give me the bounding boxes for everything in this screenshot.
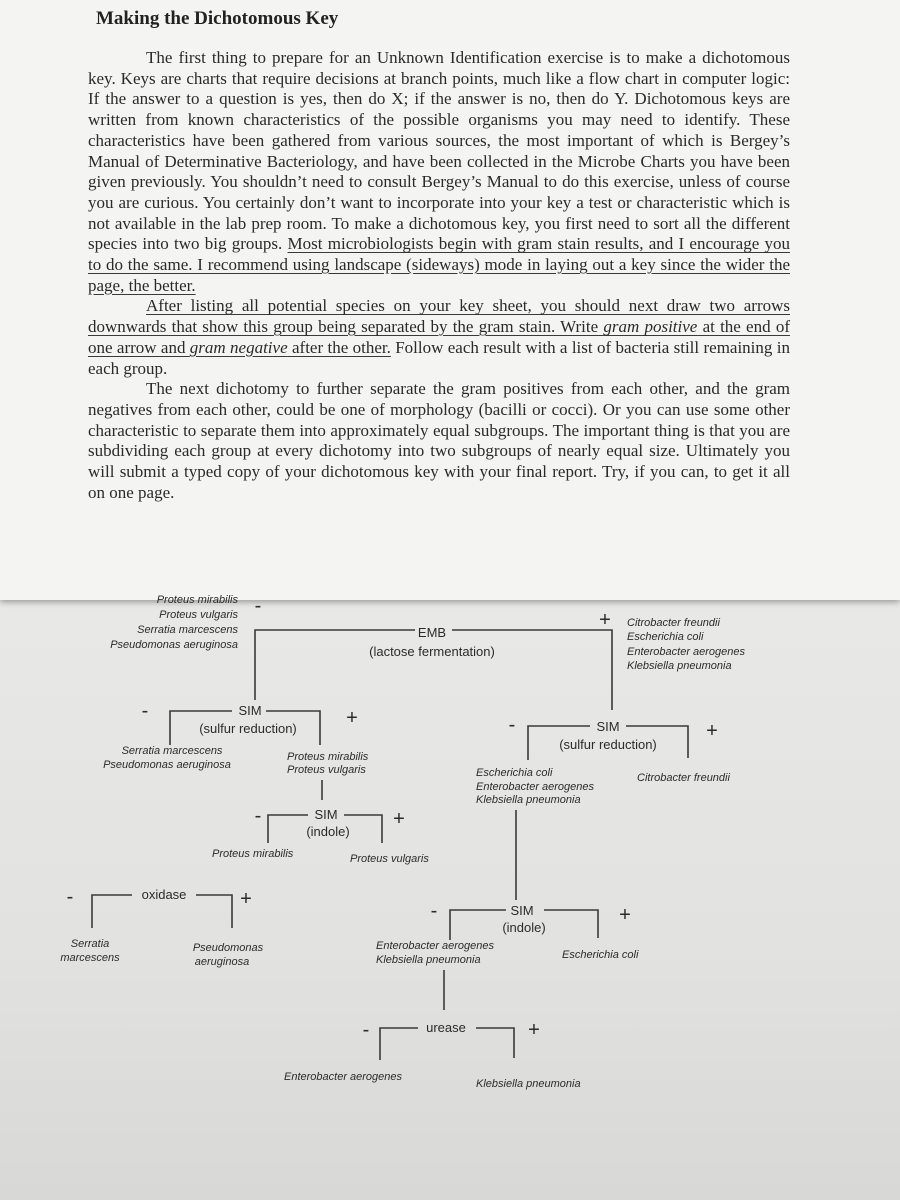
right-sim-plus-item: Citrobacter freundii	[637, 772, 730, 784]
right-indole-minus-item: Klebsiella pneumonia	[376, 954, 481, 966]
paragraph-1-text: The first thing to prepare for an Unknown Identification exercise is to make a dichotomous key. Keys are charts that require decisions at branch points, much like a flow chart in computer logic: If the answer to a question is yes, then do X; if the answer is no, then do Y. Dichotomous keys are written from known characteristics of the possible organisms you may need to identify. These characteristics have been gathered from various sources, the most important of which is Bergey’s Manual of Determinative Bacteriology, and have been collected in the Microbe Charts you have been given previously. You shouldn’t need to consult Bergey’s Manual to do this exercise, unless of course you are curious. You certainly don’t want to incorporate into your key a test or characteristic which is not available in the lab prep room. To make a dichotomous key, you first need to sort all the different species into two big groups.	[88, 48, 790, 254]
emb-subtitle: (lactose fermentation)	[369, 644, 495, 659]
left-sim-subtitle: (sulfur reduction)	[199, 721, 297, 736]
left-indole-plus-item: Proteus vulgaris	[350, 853, 429, 865]
left-sim-minus-item: Serratia marcescens	[121, 745, 223, 757]
left-indole-right-branch	[344, 815, 382, 843]
emb-left-branch	[255, 630, 415, 700]
emb-label: EMB	[417, 625, 447, 640]
right-sim-label: SIM	[596, 719, 620, 734]
top-list-item: Proteus mirabilis	[156, 594, 238, 606]
gram-negative-term: gram negative	[189, 337, 288, 357]
right-indole-sim-label: SIM	[510, 903, 534, 918]
right-sim-minus-item: Escherichia coli	[476, 767, 553, 779]
right-sim-minus-item: Klebsiella pneumonia	[476, 794, 581, 806]
paragraph-2-text-d: Follow each result with a list of bacteria still remaining in each group.	[88, 337, 790, 378]
urease-plus-sign: +	[528, 1019, 540, 1041]
emb-minus-sign: -	[254, 595, 262, 617]
paragraph-2-text-c: after the other.	[287, 337, 391, 357]
oxidase-left-branch	[92, 895, 132, 928]
dichotomous-key-diagram	[0, 560, 900, 1200]
oxidase-minus-item: Serratia	[70, 938, 110, 950]
left-indole-plus-sign: +	[393, 808, 405, 830]
paragraph-3: The next dichotomy to further separate the gram positives from each other, and the gram negatives from each other, could be one of morphology (bacilli or cocci). Or you can use some other characteristic to separate them into approximately equal subgroups. The important thing is that you are subdividing each group at every dichotomy into two subgroups of nearly equal size. Ultimately you will submit a typed copy of your dichotomous key with your final report. Try, if you can, to get it all on one page.	[88, 379, 790, 502]
oxidase-plus-item: aeruginosa	[194, 956, 250, 968]
paragraph-2	[88, 296, 790, 379]
left-indole-minus-sign: -	[254, 805, 262, 827]
emb-plus-item: Citrobacter freundii	[627, 617, 720, 629]
urease-label: urease	[426, 1020, 466, 1035]
oxidase-right-branch	[196, 895, 232, 928]
document-body	[88, 48, 790, 503]
right-sim-plus-sign: +	[706, 720, 718, 742]
oxidase-minus-item: marcescens	[60, 952, 120, 964]
left-sim-label: SIM	[238, 703, 262, 718]
left-sim-plus-item: Proteus mirabilis	[287, 751, 369, 763]
left-sim-plus-item: Proteus vulgaris	[287, 764, 366, 776]
right-indole-minus-item: Enterobacter aerogenes	[376, 940, 495, 952]
emb-plus-item: Enterobacter aerogenes	[627, 646, 746, 658]
urease-plus-item: Klebsiella pneumonia	[476, 1078, 581, 1090]
paragraph-1-underlined: Most microbiologists begin with gram stain results, and I encourage you to do the same. I recommend using landscape (sideways) mode in laying out a key since the wider the page, the better.	[88, 234, 790, 295]
top-list-item: Serratia marcescens	[137, 624, 238, 636]
right-sim-subtitle: (sulfur reduction)	[559, 737, 657, 752]
right-indole-minus-sign: -	[430, 900, 438, 922]
oxidase-plus-item: Pseudomonas	[192, 942, 264, 954]
gram-positive-term: gram positive	[603, 317, 698, 337]
top-list-item: Pseudomonas aeruginosa	[110, 639, 238, 651]
right-indole-right-branch	[544, 910, 598, 938]
left-sim-minus-item: Pseudomonas aeruginosa	[103, 759, 231, 771]
right-indole-left-branch	[450, 910, 506, 940]
right-indole-subtitle: (indole)	[502, 920, 546, 935]
urease-minus-item: Enterobacter aerogenes	[284, 1071, 403, 1083]
paragraph-1	[88, 48, 790, 296]
emb-plus-item: Klebsiella pneumonia	[627, 660, 732, 672]
emb-plus-sign: +	[599, 609, 611, 631]
left-sim-minus-sign: -	[141, 700, 149, 722]
oxidase-minus-sign: -	[66, 886, 74, 908]
left-indole-left-branch	[268, 815, 308, 843]
right-indole-plus-item: Escherichia coli	[562, 949, 639, 961]
left-indole-sim-label: SIM	[314, 807, 338, 822]
emb-right-branch	[452, 630, 612, 710]
left-sim-plus-sign: +	[346, 707, 358, 729]
oxidase-label: oxidase	[141, 887, 187, 902]
left-indole-minus-item: Proteus mirabilis	[212, 848, 294, 860]
emb-plus-item: Escherichia coli	[627, 631, 704, 643]
urease-left-branch	[380, 1028, 418, 1060]
top-list-item: Proteus vulgaris	[159, 609, 238, 621]
right-sim-minus-sign: -	[508, 714, 516, 736]
right-indole-plus-sign: +	[619, 904, 631, 926]
paragraph-2-text-a: After listing all potential species on your key sheet, you should next draw two arrows downwards that show this group being separated by the gram stain. Write	[88, 296, 790, 337]
urease-right-branch	[476, 1028, 514, 1058]
paragraph-2-text-b: at the end of one arrow and	[88, 317, 790, 357]
oxidase-plus-sign: +	[240, 888, 252, 910]
document-title: Making the Dichotomous Key	[96, 8, 339, 29]
right-sim-minus-item: Enterobacter aerogenes	[476, 781, 595, 793]
urease-minus-sign: -	[362, 1019, 370, 1041]
left-indole-subtitle: (indole)	[306, 824, 350, 839]
